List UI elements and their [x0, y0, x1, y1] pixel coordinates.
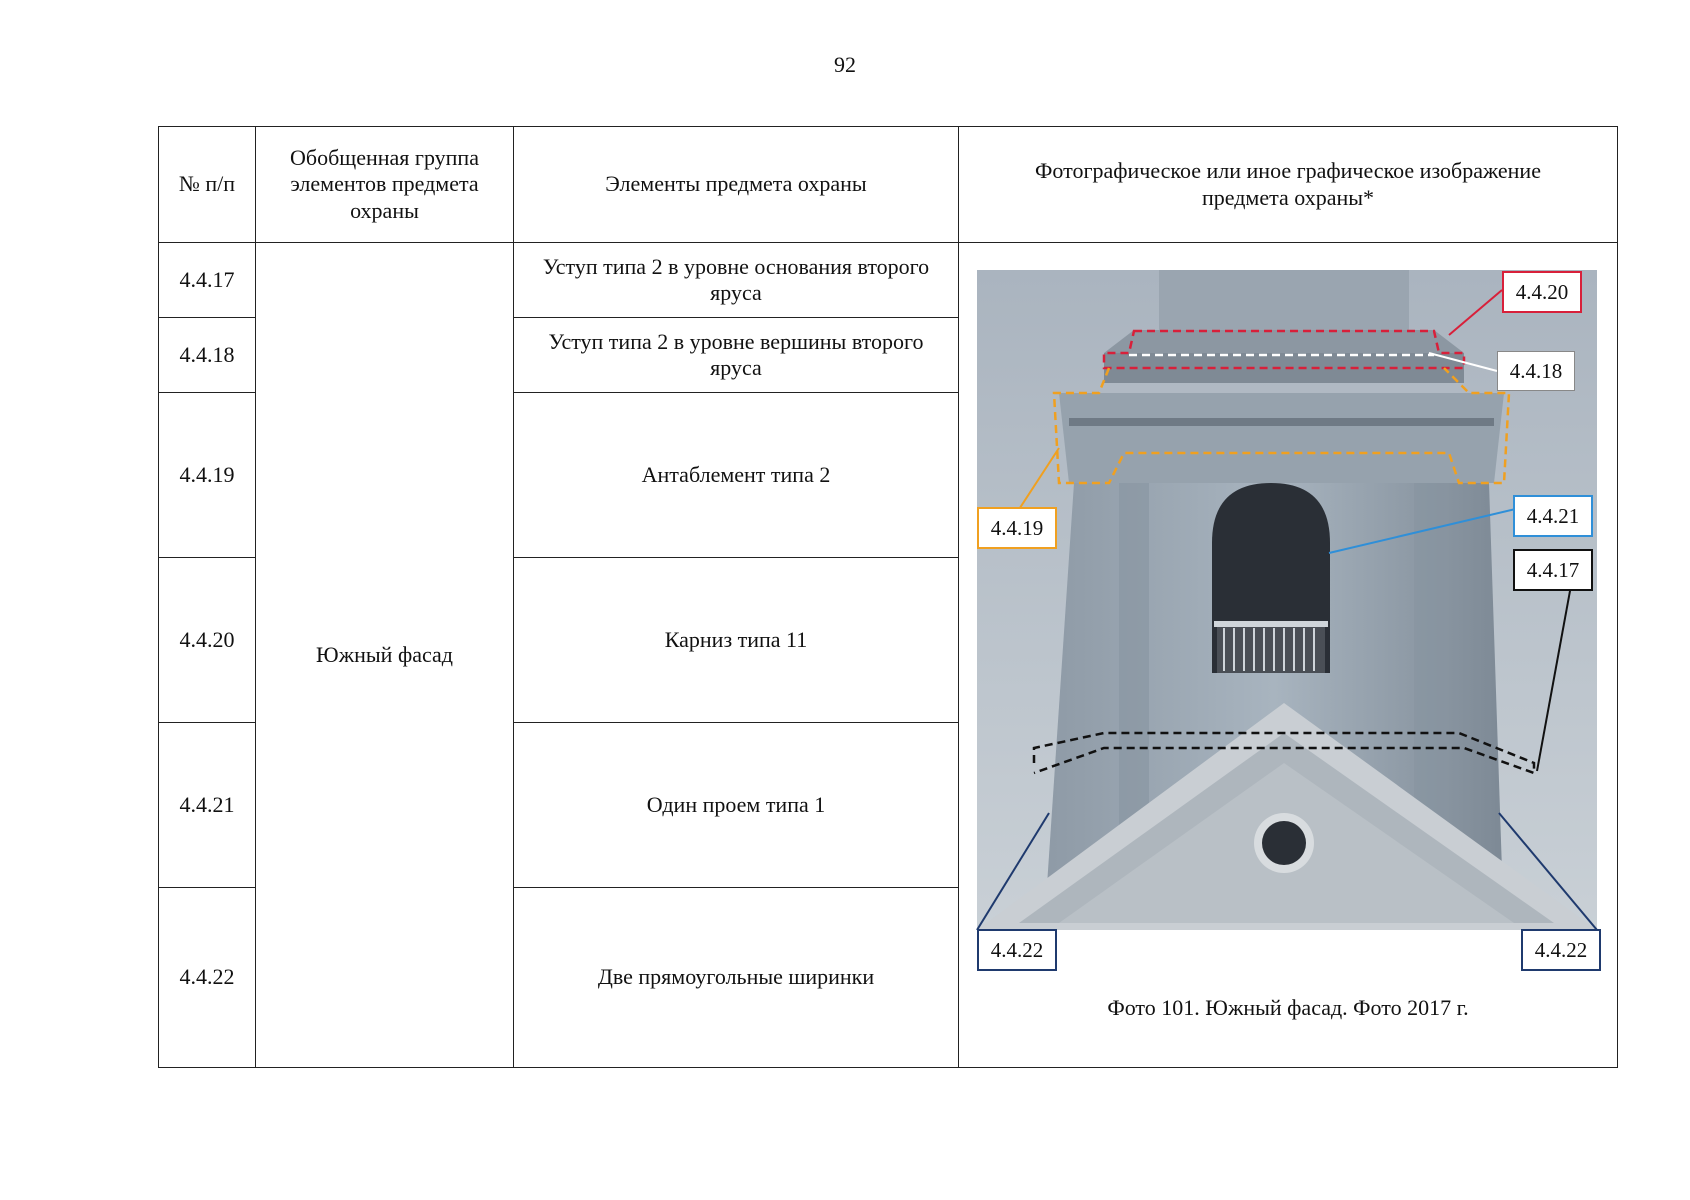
- photo-annotation-area: [959, 243, 1617, 1067]
- header-photo: Фотографическое или иное графическое изображение предмета охраны*: [959, 127, 1618, 243]
- row-element: Один проем типа 1: [514, 723, 959, 888]
- label-4418: 4.4.18: [1497, 351, 1575, 391]
- label-4420: 4.4.20: [1502, 271, 1582, 313]
- photo-cell: [959, 243, 1618, 1068]
- header-row: [159, 127, 1618, 243]
- header-group: Обобщенная группа элементов предмета охраны: [256, 127, 514, 243]
- table-row: [159, 243, 1618, 318]
- header-elements: Элементы предмета охраны: [514, 127, 959, 243]
- page-number: 92: [834, 52, 856, 77]
- label-4419: 4.4.19: [977, 507, 1057, 549]
- row-num: 4.4.22: [159, 888, 256, 1068]
- label-4417: 4.4.17: [1513, 549, 1593, 591]
- row-num: 4.4.17: [159, 243, 256, 318]
- protection-table: [158, 126, 1618, 1068]
- row-num: 4.4.20: [159, 558, 256, 723]
- row-element: Антаблемент типа 2: [514, 393, 959, 558]
- row-element: Карниз типа 11: [514, 558, 959, 723]
- row-element: Уступ типа 2 в уровне вершины второго яруса: [514, 318, 959, 393]
- row-num: 4.4.18: [159, 318, 256, 393]
- row-element: Две прямоугольные ширинки: [514, 888, 959, 1068]
- group-cell: Южный фасад: [256, 243, 514, 1068]
- header-num: № п/п: [159, 127, 256, 243]
- row-num: 4.4.21: [159, 723, 256, 888]
- row-element: Уступ типа 2 в уровне основания второго яруса: [514, 243, 959, 318]
- row-num: 4.4.19: [159, 393, 256, 558]
- label-4422-left: 4.4.22: [977, 929, 1057, 971]
- label-4421: 4.4.21: [1513, 495, 1593, 537]
- photo-caption: Фото 101. Южный фасад. Фото 2017 г.: [1107, 995, 1469, 1020]
- label-4422-right: 4.4.22: [1521, 929, 1601, 971]
